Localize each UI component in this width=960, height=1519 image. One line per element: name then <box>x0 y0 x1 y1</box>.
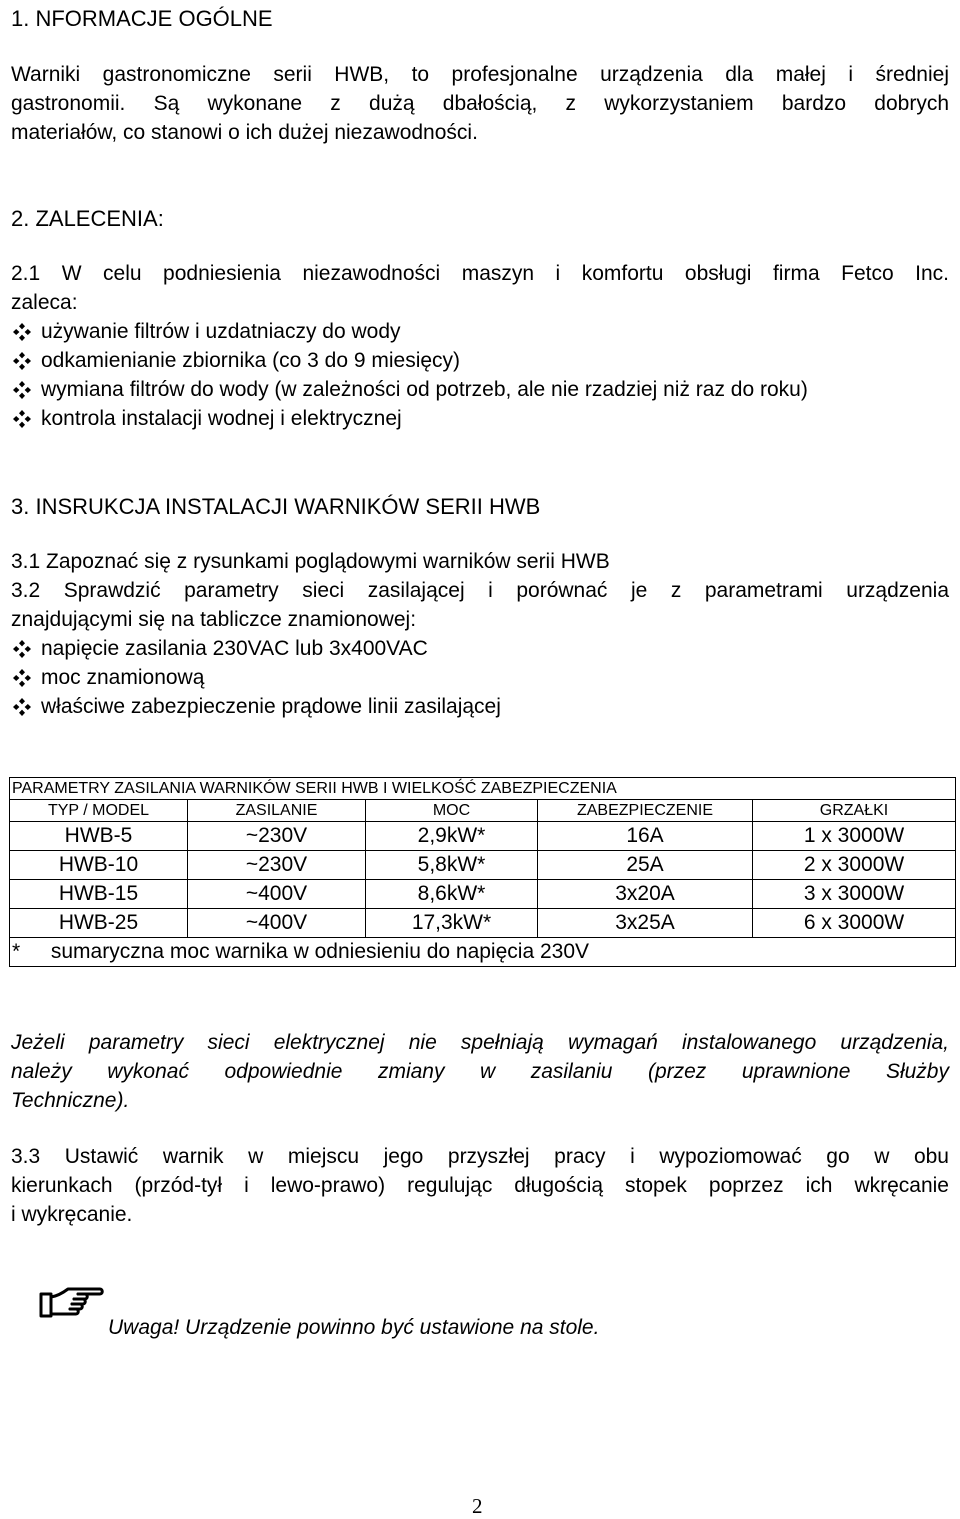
power-parameters-table <box>9 777 956 967</box>
table-header-row <box>10 800 956 822</box>
footnote-mark: * <box>12 940 21 963</box>
list-item <box>13 634 501 663</box>
diamond-bullet-icon <box>13 381 31 399</box>
table-row <box>10 822 956 851</box>
list-item <box>13 346 808 375</box>
requirements-warning <box>11 1028 949 1115</box>
table-cell: 3 x 3000W <box>753 880 956 909</box>
diamond-bullet-icon <box>13 669 31 687</box>
table-title: PARAMETRY ZASILANIA WARNIKÓW SERII HWB I WIELKOŚĆ ZABEZPIECZENIA <box>10 778 956 800</box>
column-header: MOC <box>366 800 538 822</box>
column-header: TYP / MODEL <box>10 800 188 822</box>
paragraph-line: 3.2 Sprawdzić parametry sieci zasilającej i porównać je z parametrami urządzenia <box>11 579 949 602</box>
table-cell: ~400V <box>188 880 366 909</box>
paragraph-line: Techniczne). <box>11 1089 130 1112</box>
pointing-hand-icon <box>38 1284 106 1324</box>
table-cell: ~400V <box>188 909 366 938</box>
paragraph-line: zaleca: <box>11 291 78 314</box>
diamond-bullet-icon <box>13 352 31 370</box>
table-cell: ~230V <box>188 851 366 880</box>
paragraph-line: i wykręcanie. <box>11 1203 133 1226</box>
table-row <box>10 851 956 880</box>
table-cell: 6 x 3000W <box>753 909 956 938</box>
list-item-text: odkamienianie zbiornika (co 3 do 9 miesięcy) <box>41 349 461 372</box>
table-cell: HWB-15 <box>10 880 188 909</box>
list-item-text: używanie filtrów i uzdatniaczy do wody <box>41 320 401 343</box>
page-number: 2 <box>472 1494 483 1518</box>
section-3-title: 3. INSRUKCJA INSTALACJI WARNIKÓW SERII HWB <box>11 494 541 519</box>
table-cell: 25A <box>538 851 753 880</box>
table-cell: HWB-10 <box>10 851 188 880</box>
paragraph-line: kierunkach (przód-tył i lewo-prawo) regulując długością stopek poprzez ich wkręcanie <box>11 1174 949 1197</box>
section-1-title: 1. NFORMACJE OGÓLNE <box>11 6 273 31</box>
table-row <box>10 909 956 938</box>
table-cell: 16A <box>538 822 753 851</box>
column-header: GRZAŁKI <box>753 800 956 822</box>
table-footnote-row <box>10 938 956 967</box>
step-3-3 <box>11 1142 949 1229</box>
column-header: ZABEZPIECZENIE <box>538 800 753 822</box>
table-cell: 3x25A <box>538 909 753 938</box>
list-item-text: wymiana filtrów do wody (w zależności od potrzeb, ale nie rzadziej niż raz do roku) <box>41 378 808 401</box>
paragraph-line: materiałów, co stanowi o ich dużej niezawodności. <box>11 121 478 144</box>
diamond-bullet-icon <box>13 640 31 658</box>
paragraph-line: Warniki gastronomiczne serii HWB, to profesjonalne urządzenia dla małej i średniej <box>11 63 949 86</box>
paragraph-line: gastronomii. Są wykonane z dużą dbałością, z wykorzystaniem bardzo dobrych <box>11 92 949 115</box>
diamond-bullet-icon <box>13 323 31 341</box>
list-item <box>13 663 501 692</box>
table-row <box>10 880 956 909</box>
paragraph-line: 2.1 W celu podniesienia niezawodności maszyn i komfortu obsługi firma Fetco Inc. <box>11 262 949 285</box>
section-2-intro <box>11 259 949 317</box>
list-item <box>13 692 501 721</box>
table-cell: HWB-25 <box>10 909 188 938</box>
section-1-paragraph <box>11 60 949 147</box>
list-item-text: napięcie zasilania 230VAC lub 3x400VAC <box>41 637 428 660</box>
paragraph-line: należy wykonać odpowiednie zmiany w zasilaniu (przez uprawnione Służby <box>11 1060 949 1083</box>
table-title-row <box>10 778 956 800</box>
column-header: ZASILANIE <box>188 800 366 822</box>
note-text: Uwaga! Urządzenie powinno być ustawione na stole. <box>108 1316 600 1339</box>
table-cell: 5,8kW* <box>366 851 538 880</box>
diamond-bullet-icon <box>13 698 31 716</box>
table-cell: ~230V <box>188 822 366 851</box>
paragraph-line: znajdującymi się na tabliczce znamionowej: <box>11 608 417 631</box>
diamond-bullet-icon <box>13 410 31 428</box>
table-cell: 2,9kW* <box>366 822 538 851</box>
paragraph-line: 3.3 Ustawić warnik w miejscu jego przyszłej pracy i wypoziomować go w obu <box>11 1145 949 1168</box>
list-item <box>13 404 808 433</box>
section-3-bullet-list <box>13 634 501 721</box>
step-3-2 <box>11 576 949 634</box>
footnote-text: sumaryczna moc warnika w odniesieniu do napięcia 230V <box>50 940 589 963</box>
section-2-title: 2. ZALECENIA: <box>11 206 164 231</box>
section-2-bullet-list <box>13 317 808 433</box>
table-cell: 17,3kW* <box>366 909 538 938</box>
table-footnote <box>10 938 956 967</box>
table-cell: 2 x 3000W <box>753 851 956 880</box>
list-item <box>13 375 808 404</box>
table-cell: 8,6kW* <box>366 880 538 909</box>
step-3-1: 3.1 Zapoznać się z rysunkami poglądowymi warników serii HWB <box>11 550 610 573</box>
table-cell: HWB-5 <box>10 822 188 851</box>
list-item-text: kontrola instalacji wodnej i elektrycznej <box>41 407 402 430</box>
table-cell: 1 x 3000W <box>753 822 956 851</box>
table-cell: 3x20A <box>538 880 753 909</box>
paragraph-line: Jeżeli parametry sieci elektrycznej nie spełniają wymagań instalowanego urządzenia, <box>11 1031 949 1054</box>
list-item <box>13 317 808 346</box>
list-item-text: właściwe zabezpieczenie prądowe linii zasilającej <box>41 695 501 718</box>
list-item-text: moc znamionową <box>41 666 205 689</box>
